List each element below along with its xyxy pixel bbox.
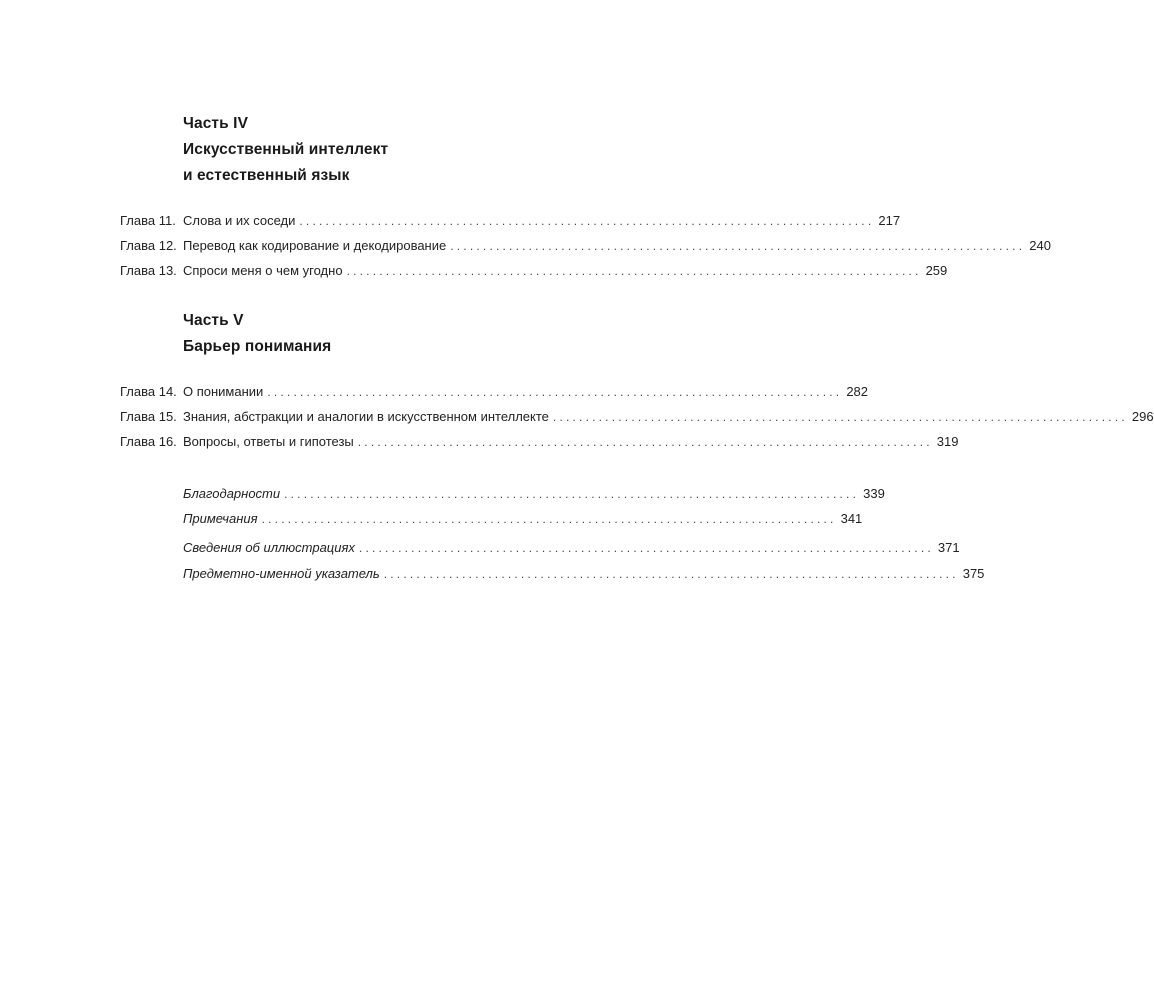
part-5-heading [183,308,583,360]
dot-leader: ........................................................................................ [299,214,875,228]
chapter-title: Спроси меня о чем угодно [183,263,343,278]
chapter-number: Глава 11. [120,213,176,228]
part-label: Часть IV [183,115,249,132]
page-number: 375 [962,566,985,581]
chapter-number: Глава 16. [120,434,177,449]
chapter-number: Глава 14. [120,384,177,399]
page-number: 341 [840,511,863,526]
toc-entry[interactable] [120,211,901,231]
page-number: 371 [937,540,960,555]
page-number: 339 [863,486,885,501]
back-matter-title: Благодарности [183,486,281,501]
toc-entry[interactable] [120,382,869,402]
chapter-title: О понимании [183,384,264,399]
dot-leader: ........................................................................................ [358,541,934,555]
part-label: Часть V [183,312,244,329]
back-matter-title: Примечания [183,511,258,526]
toc-entry[interactable] [120,236,1051,256]
dot-leader: ........................................................................................ [450,239,1026,253]
toc-entry[interactable] [120,432,959,452]
dot-leader: ........................................................................................ [346,264,922,278]
back-matter-title: Предметно-именной указатель [183,566,380,581]
dot-leader: ........................................................................................ [552,410,1128,424]
back-matter-entry[interactable] [183,564,985,584]
toc-entry[interactable] [120,261,948,281]
part-title-line: Барьер понимания [183,338,332,355]
back-matter-entry[interactable] [183,509,863,529]
page-number: 319 [936,434,959,449]
back-matter-entry[interactable] [183,484,885,504]
page-number: 240 [1029,238,1051,253]
page-number: 282 [846,384,869,399]
page-number: 296 [1131,409,1154,424]
chapter-title: Перевод как кодирование и декодирование [183,238,447,253]
chapter-title: Знания, абстракции и аналогии в искусственном интеллекте [183,409,549,424]
dot-leader: ........................................................................................ [267,385,843,399]
back-matter-title: Сведения об иллюстрациях [183,540,355,555]
back-matter-entry[interactable] [183,538,960,558]
dot-leader: ........................................................................................ [284,487,860,501]
chapter-number: Глава 15. [120,409,177,424]
page-number: 217 [878,213,901,228]
chapter-number: Глава 13. [120,263,177,278]
part-4-heading [183,111,583,189]
page-number: 259 [925,263,948,278]
part-title-line: и естественный язык [183,167,350,184]
chapter-number: Глава 12. [120,238,177,253]
dot-leader: ........................................................................................ [357,435,933,449]
dot-leader: ........................................................................................ [261,512,837,526]
part-title-line: Искусственный интеллект [183,141,389,158]
toc-entry[interactable] [120,407,1154,427]
chapter-title: Вопросы, ответы и гипотезы [183,434,354,449]
chapter-title: Слова и их соседи [183,213,296,228]
dot-leader: ........................................................................................ [383,567,959,581]
